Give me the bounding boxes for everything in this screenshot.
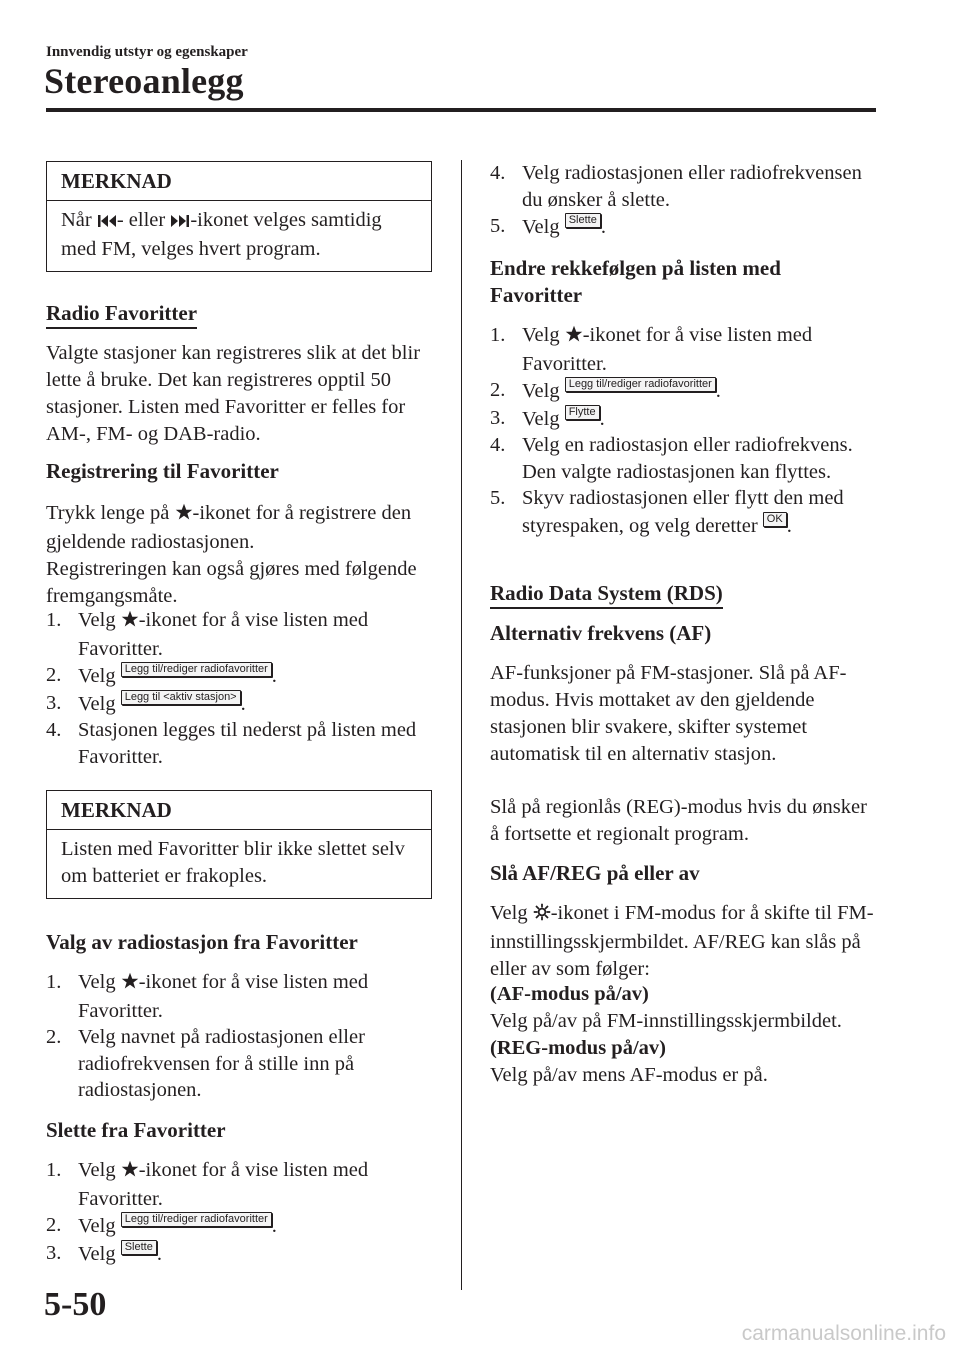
add-edit-favorites-button[interactable]: Legg til/rediger radiofavoritter [121, 1212, 272, 1227]
star-icon [565, 324, 583, 351]
list-item: 1. Velg -ikonet for å vise listen med Favoritter. [46, 971, 369, 1022]
move-button[interactable]: Flytte [565, 405, 600, 420]
add-edit-favorites-button[interactable]: Legg til/rediger radiofavoritter [565, 377, 716, 392]
note-title: MERKNAD [47, 791, 431, 830]
star-icon [121, 609, 139, 636]
heading-endre-rekkefolgen: Endre rekkefølgen på listen med Favoritter [490, 256, 781, 307]
seek-back-icon [97, 209, 117, 236]
text-segment: -ikonet i FM-modus for å skifte til FM-innstillingsskjermbildet. AF/REG kan slås på eller av som følger: [490, 902, 874, 980]
star-icon [121, 971, 139, 998]
list-item: 3. Velg Slette . [46, 1240, 162, 1265]
radio-fav-intro: Valgte stasjoner kan registreres slik at det blir lette å bruke. Det kan registreres opptil 50 stasjoner. Listen med Favoritter er felles for AM-, FM- og DAB-radio. [46, 342, 421, 445]
note-text: - eller [116, 209, 171, 231]
list-item: 3. Velg Legg til <aktiv stasjon> . [46, 690, 246, 715]
list-item: 1. Velg -ikonet for å vise listen med Favoritter. [490, 324, 813, 375]
list-item: 1. Velg -ikonet for å vise listen med Favoritter. [46, 609, 369, 660]
heading-af-reg: Slå AF/REG på eller av [490, 861, 700, 885]
slette-steps-cont [490, 160, 886, 241]
delete-button[interactable]: Slette [121, 1240, 157, 1255]
reg-mode-text: Velg på/av mens AF-modus er på. [490, 1064, 768, 1086]
note-body [47, 201, 431, 271]
delete-button[interactable]: Slette [565, 213, 601, 228]
list-item: 1. Velg -ikonet for å vise listen med Favoritter. [46, 1159, 369, 1210]
column-divider [461, 160, 462, 1290]
list-item: 4. Velg en radiostasjon eller radiofrekvens. Den valgte radiostasjonen kan flyttes. [490, 434, 853, 483]
heading-valg: Valg av radiostasjon fra Favoritter [46, 930, 358, 954]
watermark: carmanualsonline.info [741, 1322, 946, 1345]
heading-rds: Radio Data System (RDS) [490, 580, 723, 609]
list-item: 3. Velg Flytte . [490, 405, 605, 430]
list-item: 2. Velg Legg til/rediger radiofavoritter . [46, 663, 277, 687]
heading-registrering: Registrering til Favoritter [46, 459, 279, 483]
add-active-station-button[interactable]: Legg til <aktiv stasjon> [121, 690, 241, 705]
note-title: MERKNAD [47, 162, 431, 201]
af-mode-text: Velg på/av på FM-innstillingsskjermbildet. [490, 1010, 842, 1032]
list-item: 2. Velg Legg til/rediger radiofavoritter . [490, 378, 721, 402]
af-text: AF-funksjoner på FM-stasjoner. Slå på AF-modus. Hvis mottaket av den gjeldende stasjonen blir svakere, skifter systemet automatisk til en alternativ stasjon. [490, 662, 847, 765]
star-icon [175, 502, 193, 529]
text-segment: Velg [490, 902, 533, 924]
text-segment: Trykk lenge på [46, 502, 175, 524]
list-item: 4. Stasjonen legges til nederst på listen med Favoritter. [46, 719, 417, 768]
heading-af: Alternativ frekvens (AF) [490, 621, 712, 645]
note-text: -ikonet velges samtidig med FM, velges hvert program. [61, 209, 382, 260]
list-item: 5. Velg Slette . [490, 214, 606, 238]
af-mode-label: (AF-modus på/av) [490, 983, 649, 1005]
note-box-seek [46, 161, 432, 272]
page-number: 5-50 [44, 1286, 107, 1323]
valg-steps [46, 969, 436, 1104]
section-label: Innvendig utstyr og egenskaper [46, 44, 248, 60]
heading-radio-favoritter: Radio Favoritter [46, 300, 197, 329]
note-text: Når [61, 209, 97, 231]
reg-text: Slå på regionlås (REG)-modus hvis du ønsker å fortsette et regionalt program. [490, 796, 867, 845]
text-segment: -ikonet for å registrere den gjeldende radiostasjonen. [46, 502, 412, 553]
af-reg-text [490, 900, 880, 983]
endre-steps [490, 322, 886, 539]
slette-steps [46, 1157, 436, 1267]
add-edit-favorites-button[interactable]: Legg til/rediger radiofavoritter [121, 662, 272, 677]
list-item: 4. Velg radiostasjonen eller radiofrekvensen du ønsker å slette. [490, 162, 862, 211]
text-segment: Registreringen kan også gjøres med følgende fremgangsmåte. [46, 558, 417, 607]
list-item: 2. Velg Legg til/rediger radiofavoritter . [46, 1213, 277, 1237]
heading-slette: Slette fra Favoritter [46, 1118, 226, 1142]
registrering-text [46, 500, 436, 610]
star-icon [121, 1159, 139, 1186]
note-body: Listen med Favoritter blir ikke slettet selv om batteriet er frakoples. [61, 838, 405, 887]
header-rule [46, 108, 876, 112]
settings-gear-icon [533, 902, 551, 929]
note-box-battery [46, 790, 432, 899]
ok-button[interactable]: OK [763, 512, 787, 527]
list-item: 2. Velg navnet på radiostasjonen eller radiofrekvensen for å stille inn på radiostasjonen. [46, 1026, 365, 1101]
reg-mode-label: (REG-modus på/av) [490, 1037, 666, 1059]
seek-forward-icon [170, 209, 190, 236]
registrering-steps [46, 607, 436, 770]
list-item: 5. Skyv radiostasjonen eller flytt den med styrespaken, og velg deretter OK . [490, 487, 844, 537]
chapter-title: Stereoanlegg [44, 61, 244, 101]
